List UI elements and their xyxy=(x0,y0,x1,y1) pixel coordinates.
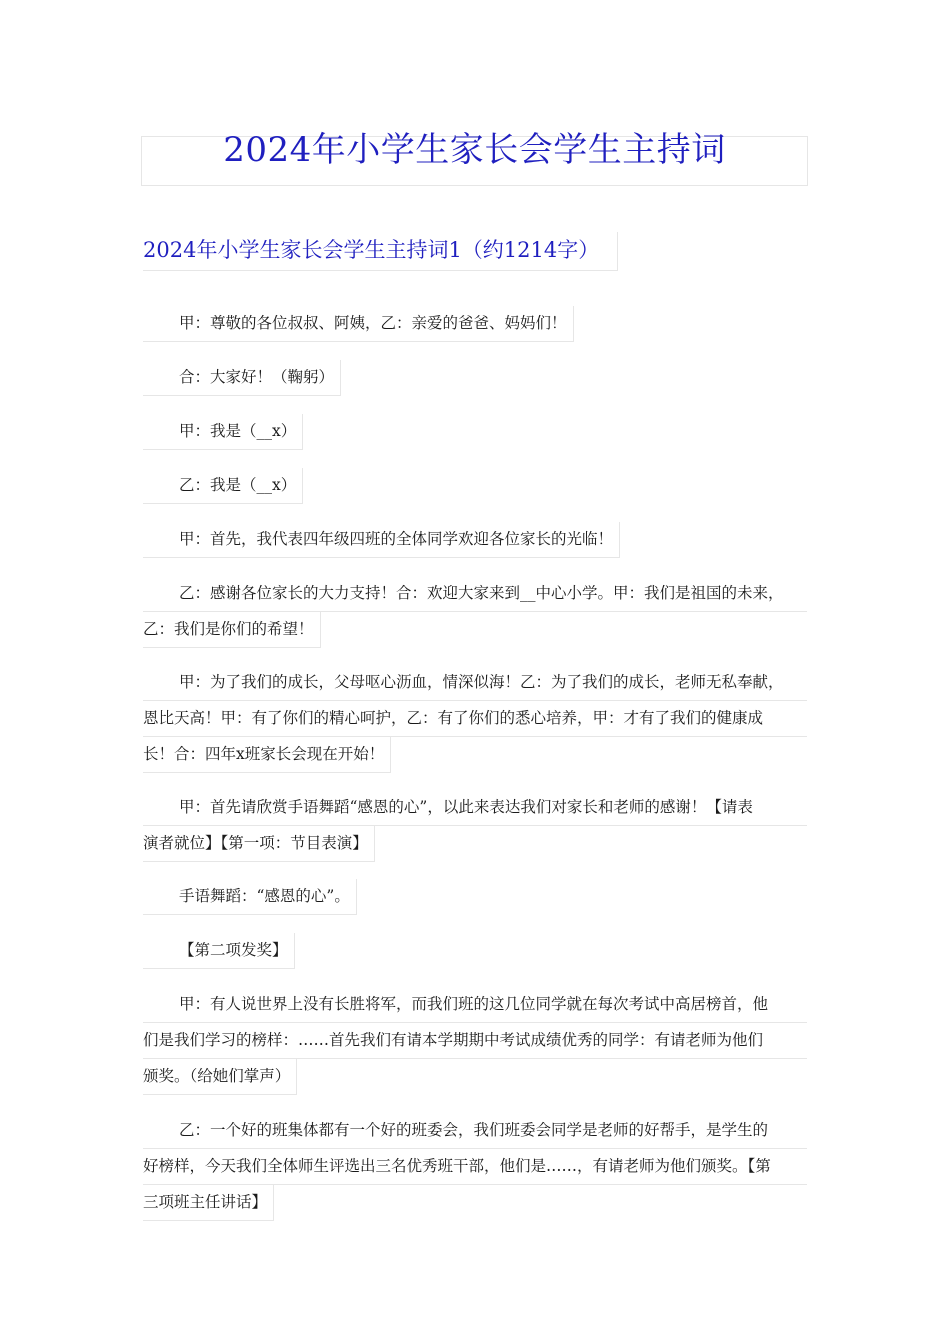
paragraph-line: 甲：首先请欣赏手语舞蹈“感恩的心”，以此来表达我们对家长和老师的感谢！【请表 xyxy=(143,790,807,826)
paragraph xyxy=(143,576,807,648)
paragraph-line: 【第二项发奖】 xyxy=(143,933,295,969)
paragraph-line: 乙：我们是你们的希望！ xyxy=(143,612,321,648)
paragraph-line: 甲：首先，我代表四年级四班的全体同学欢迎各位家长的光临！ xyxy=(143,522,620,558)
paragraph xyxy=(143,468,807,504)
paragraph-line: 甲：尊敬的各位叔叔、阿姨，乙：亲爱的爸爸、妈妈们！ xyxy=(143,306,574,342)
document-title: 2024年小学生家长会学生主持词 xyxy=(223,130,726,170)
paragraph-line: 们是我们学习的榜样：……首先我们有请本学期期中考试成绩优秀的同学：有请老师为他们 xyxy=(143,1023,807,1059)
paragraph-line: 乙：一个好的班集体都有一个好的班委会，我们班委会同学是老师的好帮手，是学生的 xyxy=(143,1113,807,1149)
paragraph xyxy=(143,665,807,773)
paragraph-line: 合：大家好！（鞠躬） xyxy=(143,360,341,396)
paragraph-line: 好榜样，今天我们全体师生评选出三名优秀班干部，他们是……，有请老师为他们颁奖。【第 xyxy=(143,1149,807,1185)
section-heading: 2024年小学生家长会学生主持词1（约1214字） xyxy=(143,232,618,271)
paragraph xyxy=(143,879,807,915)
paragraph-line: 手语舞蹈：“感恩的心”。 xyxy=(143,879,357,915)
paragraph-line: 乙：感谢各位家长的大力支持！合：欢迎大家来到__中心小学。甲：我们是祖国的未来， xyxy=(143,576,807,612)
paragraph-line: 甲：我是（__x） xyxy=(143,414,303,450)
paragraph-line: 恩比天高！甲：有了你们的精心呵护，乙：有了你们的悉心培养，甲：才有了我们的健康成 xyxy=(143,701,807,737)
paragraph xyxy=(143,1113,807,1221)
paragraph xyxy=(143,306,807,342)
paragraph-line: 甲：有人说世界上没有长胜将军，而我们班的这几位同学就在每次考试中高居榜首，他 xyxy=(143,987,807,1023)
paragraph-line: 长！合：四年x班家长会现在开始！ xyxy=(143,737,391,773)
paragraph xyxy=(143,414,807,450)
paragraph-line: 颁奖。（给她们掌声） xyxy=(143,1059,297,1095)
paragraph-line: 演者就位】【第一项：节目表演】 xyxy=(143,826,375,862)
paragraph xyxy=(143,790,807,862)
paragraph xyxy=(143,360,807,396)
paragraph xyxy=(143,987,807,1095)
paragraph-line: 三项班主任讲话】 xyxy=(143,1185,274,1221)
paragraph xyxy=(143,522,807,558)
paragraph xyxy=(143,933,807,969)
paragraph-line: 甲：为了我们的成长，父母呕心沥血，情深似海！乙：为了我们的成长，老师无私奉献， xyxy=(143,665,807,701)
paragraph-line: 乙：我是（__x） xyxy=(143,468,303,504)
